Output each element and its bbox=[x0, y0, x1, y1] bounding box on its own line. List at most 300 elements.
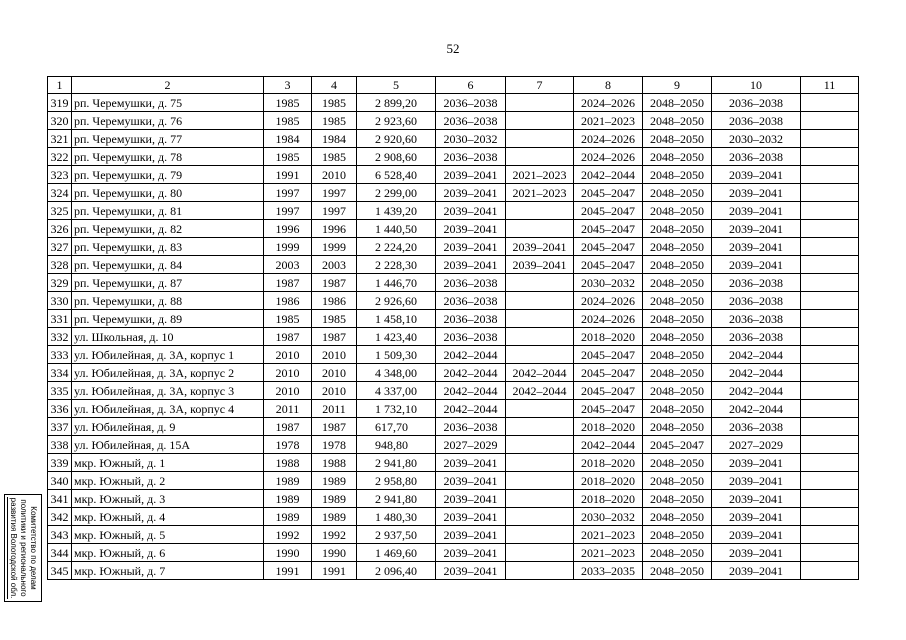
cell-term-7 bbox=[506, 292, 574, 310]
table-row bbox=[48, 526, 859, 544]
cell-term-10: 2042–2044 bbox=[712, 364, 801, 382]
approval-stamp bbox=[4, 494, 42, 602]
cell-term-8: 2018–2020 bbox=[574, 472, 643, 490]
cell-area: 1 458,10 bbox=[357, 310, 436, 328]
cell-term-6: 2039–2041 bbox=[436, 454, 506, 472]
cell-term-6: 2042–2044 bbox=[436, 382, 506, 400]
cell-term-6: 2036–2038 bbox=[436, 292, 506, 310]
cell-term-9: 2048–2050 bbox=[643, 472, 712, 490]
cell-area: 948,80 bbox=[357, 436, 436, 454]
table-row bbox=[48, 364, 859, 382]
cell-term-11 bbox=[801, 184, 859, 202]
cell-term-9: 2048–2050 bbox=[643, 256, 712, 274]
cell-year-built: 1985 bbox=[264, 94, 312, 112]
cell-year-commissioned: 1989 bbox=[312, 490, 357, 508]
cell-address: мкр. Южный, д. 4 bbox=[72, 508, 264, 526]
cell-term-7 bbox=[506, 310, 574, 328]
cell-year-commissioned: 1987 bbox=[312, 328, 357, 346]
cell-year-commissioned: 2010 bbox=[312, 166, 357, 184]
cell-area: 2 908,60 bbox=[357, 148, 436, 166]
cell-term-6: 2036–2038 bbox=[436, 148, 506, 166]
cell-year-built: 1985 bbox=[264, 310, 312, 328]
cell-term-10: 2039–2041 bbox=[712, 508, 801, 526]
cell-area: 1 469,60 bbox=[357, 544, 436, 562]
cell-term-6: 2042–2044 bbox=[436, 346, 506, 364]
cell-year-commissioned: 1996 bbox=[312, 220, 357, 238]
cell-area: 2 923,60 bbox=[357, 112, 436, 130]
cell-year-commissioned: 1978 bbox=[312, 436, 357, 454]
cell-term-7: 2042–2044 bbox=[506, 382, 574, 400]
cell-row-number: 341 bbox=[48, 490, 72, 508]
cell-term-6: 2036–2038 bbox=[436, 112, 506, 130]
table-row bbox=[48, 544, 859, 562]
column-header: 3 bbox=[264, 77, 312, 94]
cell-term-9: 2048–2050 bbox=[643, 238, 712, 256]
cell-term-7 bbox=[506, 94, 574, 112]
cell-term-8: 2018–2020 bbox=[574, 490, 643, 508]
cell-term-9: 2048–2050 bbox=[643, 346, 712, 364]
cell-area: 2 926,60 bbox=[357, 292, 436, 310]
cell-term-7: 2021–2023 bbox=[506, 166, 574, 184]
cell-address: рп. Черемушки, д. 84 bbox=[72, 256, 264, 274]
cell-term-7 bbox=[506, 220, 574, 238]
page-number: 52 bbox=[446, 41, 460, 56]
cell-term-10: 2039–2041 bbox=[712, 256, 801, 274]
cell-row-number: 333 bbox=[48, 346, 72, 364]
cell-year-built: 1997 bbox=[264, 202, 312, 220]
table-row bbox=[48, 94, 859, 112]
cell-term-8: 2024–2026 bbox=[574, 148, 643, 166]
column-header: 1 bbox=[48, 77, 72, 94]
cell-year-built: 2010 bbox=[264, 364, 312, 382]
cell-term-9: 2048–2050 bbox=[643, 130, 712, 148]
table-row bbox=[48, 508, 859, 526]
table-row bbox=[48, 274, 859, 292]
cell-term-11 bbox=[801, 418, 859, 436]
cell-term-7 bbox=[506, 472, 574, 490]
cell-row-number: 330 bbox=[48, 292, 72, 310]
cell-area: 2 096,40 bbox=[357, 562, 436, 580]
cell-row-number: 337 bbox=[48, 418, 72, 436]
cell-row-number: 336 bbox=[48, 400, 72, 418]
table-row bbox=[48, 400, 859, 418]
column-header: 8 bbox=[574, 77, 643, 94]
cell-year-commissioned: 2010 bbox=[312, 346, 357, 364]
cell-term-11 bbox=[801, 130, 859, 148]
cell-term-8: 2024–2026 bbox=[574, 94, 643, 112]
cell-year-built: 1989 bbox=[264, 490, 312, 508]
cell-term-11 bbox=[801, 94, 859, 112]
cell-term-7 bbox=[506, 400, 574, 418]
cell-term-8: 2045–2047 bbox=[574, 400, 643, 418]
cell-address: ул. Юбилейная, д. 3А, корпус 1 bbox=[72, 346, 264, 364]
cell-year-commissioned: 1986 bbox=[312, 292, 357, 310]
column-header: 4 bbox=[312, 77, 357, 94]
cell-row-number: 326 bbox=[48, 220, 72, 238]
table-row bbox=[48, 238, 859, 256]
cell-term-7: 2042–2044 bbox=[506, 364, 574, 382]
cell-term-8: 2045–2047 bbox=[574, 364, 643, 382]
cell-year-commissioned: 2010 bbox=[312, 364, 357, 382]
cell-term-6: 2039–2041 bbox=[436, 166, 506, 184]
cell-term-11 bbox=[801, 202, 859, 220]
column-header: 7 bbox=[506, 77, 574, 94]
cell-address: рп. Черемушки, д. 88 bbox=[72, 292, 264, 310]
cell-address: ул. Школьная, д. 10 bbox=[72, 328, 264, 346]
table-row bbox=[48, 346, 859, 364]
cell-year-commissioned: 1989 bbox=[312, 508, 357, 526]
cell-year-commissioned: 1992 bbox=[312, 526, 357, 544]
cell-year-commissioned: 1985 bbox=[312, 94, 357, 112]
cell-term-6: 2039–2041 bbox=[436, 256, 506, 274]
cell-year-commissioned: 1997 bbox=[312, 202, 357, 220]
cell-term-9: 2048–2050 bbox=[643, 166, 712, 184]
cell-area: 2 937,50 bbox=[357, 526, 436, 544]
stamp-line: Комитетство по делам bbox=[29, 506, 38, 590]
cell-term-8: 2045–2047 bbox=[574, 238, 643, 256]
cell-year-built: 2010 bbox=[264, 382, 312, 400]
cell-address: мкр. Южный, д. 1 bbox=[72, 454, 264, 472]
cell-term-8: 2024–2026 bbox=[574, 130, 643, 148]
cell-term-6: 2039–2041 bbox=[436, 220, 506, 238]
cell-term-7 bbox=[506, 130, 574, 148]
cell-address: рп. Черемушки, д. 75 bbox=[72, 94, 264, 112]
cell-term-11 bbox=[801, 526, 859, 544]
cell-area: 2 920,60 bbox=[357, 130, 436, 148]
cell-term-9: 2048–2050 bbox=[643, 292, 712, 310]
cell-year-built: 1986 bbox=[264, 292, 312, 310]
cell-year-commissioned: 1989 bbox=[312, 472, 357, 490]
cell-address: ул. Юбилейная, д. 3А, корпус 4 bbox=[72, 400, 264, 418]
cell-area: 1 440,50 bbox=[357, 220, 436, 238]
cell-area: 2 224,20 bbox=[357, 238, 436, 256]
cell-address: рп. Черемушки, д. 77 bbox=[72, 130, 264, 148]
cell-term-7 bbox=[506, 418, 574, 436]
cell-row-number: 345 bbox=[48, 562, 72, 580]
cell-row-number: 334 bbox=[48, 364, 72, 382]
cell-row-number: 343 bbox=[48, 526, 72, 544]
table-row bbox=[48, 112, 859, 130]
cell-row-number: 325 bbox=[48, 202, 72, 220]
cell-area: 1 439,20 bbox=[357, 202, 436, 220]
cell-term-7: 2039–2041 bbox=[506, 238, 574, 256]
cell-term-8: 2024–2026 bbox=[574, 292, 643, 310]
table-row bbox=[48, 328, 859, 346]
table-header bbox=[48, 77, 859, 94]
cell-row-number: 344 bbox=[48, 544, 72, 562]
cell-year-built: 1978 bbox=[264, 436, 312, 454]
cell-term-7 bbox=[506, 328, 574, 346]
cell-term-8: 2045–2047 bbox=[574, 256, 643, 274]
cell-address: рп. Черемушки, д. 89 bbox=[72, 310, 264, 328]
table-row bbox=[48, 130, 859, 148]
cell-address: ул. Юбилейная, д. 3А, корпус 3 bbox=[72, 382, 264, 400]
cell-term-10: 2036–2038 bbox=[712, 328, 801, 346]
cell-term-9: 2048–2050 bbox=[643, 400, 712, 418]
cell-term-6: 2039–2041 bbox=[436, 472, 506, 490]
cell-year-commissioned: 1984 bbox=[312, 130, 357, 148]
cell-term-9: 2048–2050 bbox=[643, 562, 712, 580]
table-row bbox=[48, 202, 859, 220]
cell-year-built: 1989 bbox=[264, 472, 312, 490]
cell-term-7 bbox=[506, 454, 574, 472]
cell-term-11 bbox=[801, 508, 859, 526]
cell-term-9: 2048–2050 bbox=[643, 508, 712, 526]
cell-year-commissioned: 1999 bbox=[312, 238, 357, 256]
cell-term-7 bbox=[506, 202, 574, 220]
cell-term-11 bbox=[801, 346, 859, 364]
table-row bbox=[48, 454, 859, 472]
cell-year-commissioned: 2003 bbox=[312, 256, 357, 274]
cell-address: ул. Юбилейная, д. 3А, корпус 2 bbox=[72, 364, 264, 382]
cell-year-built: 1999 bbox=[264, 238, 312, 256]
cell-term-7 bbox=[506, 112, 574, 130]
cell-area: 2 299,00 bbox=[357, 184, 436, 202]
table-row bbox=[48, 166, 859, 184]
stamp-text bbox=[8, 496, 38, 600]
cell-term-9: 2048–2050 bbox=[643, 184, 712, 202]
header-row bbox=[48, 77, 859, 94]
cell-year-commissioned: 1985 bbox=[312, 310, 357, 328]
cell-year-commissioned: 2011 bbox=[312, 400, 357, 418]
cell-row-number: 332 bbox=[48, 328, 72, 346]
cell-year-commissioned: 1990 bbox=[312, 544, 357, 562]
column-header: 11 bbox=[801, 77, 859, 94]
cell-address: рп. Черемушки, д. 81 bbox=[72, 202, 264, 220]
cell-row-number: 324 bbox=[48, 184, 72, 202]
cell-year-built: 1997 bbox=[264, 184, 312, 202]
cell-term-7: 2039–2041 bbox=[506, 256, 574, 274]
cell-term-10: 2042–2044 bbox=[712, 382, 801, 400]
cell-term-11 bbox=[801, 328, 859, 346]
cell-term-8: 2033–2035 bbox=[574, 562, 643, 580]
cell-year-built: 1990 bbox=[264, 544, 312, 562]
cell-area: 617,70 bbox=[357, 418, 436, 436]
cell-term-11 bbox=[801, 310, 859, 328]
column-header: 9 bbox=[643, 77, 712, 94]
cell-term-9: 2048–2050 bbox=[643, 202, 712, 220]
cell-term-7 bbox=[506, 562, 574, 580]
cell-term-7 bbox=[506, 490, 574, 508]
column-header: 2 bbox=[72, 77, 264, 94]
cell-address: рп. Черемушки, д. 78 bbox=[72, 148, 264, 166]
cell-address: рп. Черемушки, д. 87 bbox=[72, 274, 264, 292]
cell-year-built: 2011 bbox=[264, 400, 312, 418]
cell-address: рп. Черемушки, д. 76 bbox=[72, 112, 264, 130]
cell-address: рп. Черемушки, д. 82 bbox=[72, 220, 264, 238]
cell-row-number: 323 bbox=[48, 166, 72, 184]
cell-term-10: 2036–2038 bbox=[712, 418, 801, 436]
cell-address: ул. Юбилейная, д. 9 bbox=[72, 418, 264, 436]
cell-term-7 bbox=[506, 526, 574, 544]
table-row bbox=[48, 490, 859, 508]
cell-term-9: 2048–2050 bbox=[643, 454, 712, 472]
cell-term-8: 2042–2044 bbox=[574, 166, 643, 184]
cell-term-11 bbox=[801, 148, 859, 166]
cell-address: мкр. Южный, д. 6 bbox=[72, 544, 264, 562]
cell-area: 6 528,40 bbox=[357, 166, 436, 184]
cell-row-number: 342 bbox=[48, 508, 72, 526]
cell-year-built: 1987 bbox=[264, 418, 312, 436]
cell-term-10: 2036–2038 bbox=[712, 94, 801, 112]
cell-term-11 bbox=[801, 400, 859, 418]
cell-term-10: 2036–2038 bbox=[712, 112, 801, 130]
cell-term-6: 2036–2038 bbox=[436, 94, 506, 112]
cell-term-9: 2048–2050 bbox=[643, 382, 712, 400]
cell-row-number: 327 bbox=[48, 238, 72, 256]
table-row bbox=[48, 472, 859, 490]
cell-year-built: 1985 bbox=[264, 112, 312, 130]
cell-address: рп. Черемушки, д. 83 bbox=[72, 238, 264, 256]
cell-year-built: 1984 bbox=[264, 130, 312, 148]
cell-term-8: 2030–2032 bbox=[574, 274, 643, 292]
cell-term-11 bbox=[801, 454, 859, 472]
cell-term-11 bbox=[801, 436, 859, 454]
cell-address: мкр. Южный, д. 7 bbox=[72, 562, 264, 580]
cell-term-10: 2036–2038 bbox=[712, 148, 801, 166]
cell-year-built: 2003 bbox=[264, 256, 312, 274]
cell-term-9: 2048–2050 bbox=[643, 328, 712, 346]
cell-term-6: 2030–2032 bbox=[436, 130, 506, 148]
cell-address: ул. Юбилейная, д. 15А bbox=[72, 436, 264, 454]
cell-term-9: 2048–2050 bbox=[643, 94, 712, 112]
cell-term-8: 2021–2023 bbox=[574, 526, 643, 544]
cell-term-11 bbox=[801, 238, 859, 256]
cell-year-built: 1989 bbox=[264, 508, 312, 526]
cell-term-6: 2039–2041 bbox=[436, 526, 506, 544]
table-body bbox=[48, 94, 859, 580]
cell-term-11 bbox=[801, 382, 859, 400]
cell-term-6: 2039–2041 bbox=[436, 238, 506, 256]
cell-area: 1 732,10 bbox=[357, 400, 436, 418]
cell-term-11 bbox=[801, 364, 859, 382]
cell-term-8: 2030–2032 bbox=[574, 508, 643, 526]
cell-term-6: 2039–2041 bbox=[436, 562, 506, 580]
cell-term-9: 2048–2050 bbox=[643, 418, 712, 436]
cell-term-6: 2027–2029 bbox=[436, 436, 506, 454]
cell-term-11 bbox=[801, 274, 859, 292]
cell-term-11 bbox=[801, 544, 859, 562]
cell-term-10: 2042–2044 bbox=[712, 346, 801, 364]
cell-term-9: 2048–2050 bbox=[643, 220, 712, 238]
cell-area: 1 509,30 bbox=[357, 346, 436, 364]
cell-term-6: 2042–2044 bbox=[436, 364, 506, 382]
cell-term-8: 2024–2026 bbox=[574, 310, 643, 328]
cell-term-6: 2039–2041 bbox=[436, 184, 506, 202]
cell-term-11 bbox=[801, 112, 859, 130]
cell-year-commissioned: 1985 bbox=[312, 112, 357, 130]
cell-term-10: 2039–2041 bbox=[712, 220, 801, 238]
cell-year-built: 1996 bbox=[264, 220, 312, 238]
cell-term-10: 2039–2041 bbox=[712, 526, 801, 544]
column-header: 6 bbox=[436, 77, 506, 94]
cell-term-6: 2036–2038 bbox=[436, 310, 506, 328]
cell-year-commissioned: 1985 bbox=[312, 148, 357, 166]
cell-term-11 bbox=[801, 256, 859, 274]
cell-term-8: 2045–2047 bbox=[574, 382, 643, 400]
cell-area: 1 480,30 bbox=[357, 508, 436, 526]
cell-year-built: 1991 bbox=[264, 562, 312, 580]
table-row bbox=[48, 220, 859, 238]
cell-row-number: 319 bbox=[48, 94, 72, 112]
cell-year-commissioned: 1991 bbox=[312, 562, 357, 580]
table-row bbox=[48, 418, 859, 436]
cell-term-8: 2045–2047 bbox=[574, 184, 643, 202]
column-header: 10 bbox=[712, 77, 801, 94]
cell-term-6: 2042–2044 bbox=[436, 400, 506, 418]
cell-term-8: 2045–2047 bbox=[574, 346, 643, 364]
cell-year-built: 1987 bbox=[264, 274, 312, 292]
cell-address: рп. Черемушки, д. 80 bbox=[72, 184, 264, 202]
cell-row-number: 320 bbox=[48, 112, 72, 130]
cell-term-10: 2027–2029 bbox=[712, 436, 801, 454]
cell-area: 1 446,70 bbox=[357, 274, 436, 292]
cell-term-8: 2045–2047 bbox=[574, 220, 643, 238]
cell-year-built: 2010 bbox=[264, 346, 312, 364]
cell-term-9: 2048–2050 bbox=[643, 544, 712, 562]
table-row bbox=[48, 292, 859, 310]
table-row bbox=[48, 256, 859, 274]
cell-term-9: 2045–2047 bbox=[643, 436, 712, 454]
cell-term-8: 2042–2044 bbox=[574, 436, 643, 454]
cell-term-10: 2030–2032 bbox=[712, 130, 801, 148]
cell-term-7 bbox=[506, 148, 574, 166]
cell-year-commissioned: 1997 bbox=[312, 184, 357, 202]
cell-address: мкр. Южный, д. 2 bbox=[72, 472, 264, 490]
cell-area: 2 228,30 bbox=[357, 256, 436, 274]
cell-term-6: 2039–2041 bbox=[436, 544, 506, 562]
cell-area: 2 941,80 bbox=[357, 490, 436, 508]
cell-term-7: 2021–2023 bbox=[506, 184, 574, 202]
cell-address: рп. Черемушки, д. 79 bbox=[72, 166, 264, 184]
cell-year-built: 1988 bbox=[264, 454, 312, 472]
cell-term-10: 2039–2041 bbox=[712, 238, 801, 256]
cell-year-commissioned: 2010 bbox=[312, 382, 357, 400]
cell-area: 2 958,80 bbox=[357, 472, 436, 490]
cell-year-commissioned: 1988 bbox=[312, 454, 357, 472]
cell-year-built: 1992 bbox=[264, 526, 312, 544]
cell-term-6: 2039–2041 bbox=[436, 490, 506, 508]
cell-term-9: 2048–2050 bbox=[643, 310, 712, 328]
table-row bbox=[48, 310, 859, 328]
cell-term-8: 2018–2020 bbox=[574, 418, 643, 436]
cell-row-number: 328 bbox=[48, 256, 72, 274]
cell-term-8: 2021–2023 bbox=[574, 112, 643, 130]
cell-year-built: 1991 bbox=[264, 166, 312, 184]
cell-term-7 bbox=[506, 508, 574, 526]
cell-year-commissioned: 1987 bbox=[312, 418, 357, 436]
cell-row-number: 331 bbox=[48, 310, 72, 328]
cell-row-number: 338 bbox=[48, 436, 72, 454]
cell-area: 2 899,20 bbox=[357, 94, 436, 112]
cell-row-number: 335 bbox=[48, 382, 72, 400]
cell-area: 4 337,00 bbox=[357, 382, 436, 400]
cell-term-9: 2048–2050 bbox=[643, 148, 712, 166]
cell-term-10: 2036–2038 bbox=[712, 292, 801, 310]
cell-area: 4 348,00 bbox=[357, 364, 436, 382]
cell-term-6: 2039–2041 bbox=[436, 202, 506, 220]
cell-term-11 bbox=[801, 490, 859, 508]
cell-term-9: 2048–2050 bbox=[643, 490, 712, 508]
cell-year-built: 1985 bbox=[264, 148, 312, 166]
cell-term-10: 2039–2041 bbox=[712, 184, 801, 202]
cell-term-10: 2042–2044 bbox=[712, 400, 801, 418]
cell-term-10: 2039–2041 bbox=[712, 562, 801, 580]
table-row bbox=[48, 382, 859, 400]
cell-term-11 bbox=[801, 472, 859, 490]
cell-term-7 bbox=[506, 544, 574, 562]
cell-term-10: 2036–2038 bbox=[712, 310, 801, 328]
